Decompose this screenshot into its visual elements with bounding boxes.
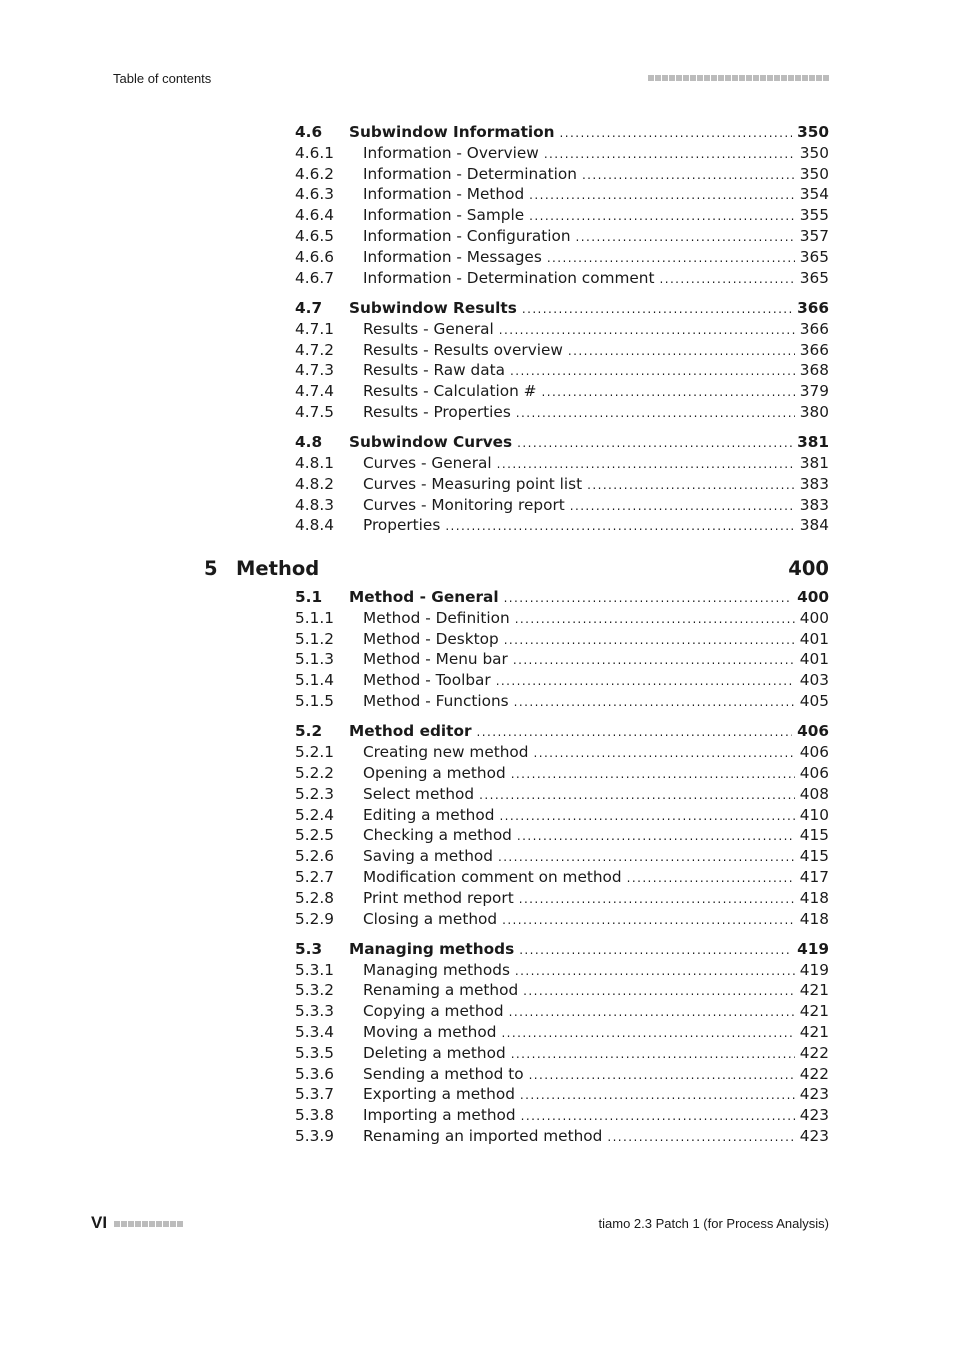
dash-square [774, 75, 780, 81]
toc-entry-number: 4.6.2 [295, 164, 334, 183]
dot-leader [504, 629, 795, 651]
toc-subsection-entry[interactable] [295, 268, 829, 289]
toc-entry-title: Results - General [363, 319, 494, 338]
toc-subsection-entry[interactable] [295, 980, 829, 1001]
header-decoration [648, 75, 829, 81]
dash-square [128, 1221, 134, 1227]
toc-entry-title: Method editor [349, 722, 472, 741]
toc-entry-page: 419 [799, 960, 829, 979]
dash-square [648, 75, 654, 81]
dot-leader [568, 340, 795, 362]
toc-entry-page: 421 [799, 1002, 829, 1021]
toc-entry-title: Importing a method [363, 1106, 516, 1125]
toc-entry-number: 5.2.5 [295, 826, 334, 845]
toc-entry-title: Information - Determination comment [363, 268, 655, 287]
dot-leader [519, 888, 795, 910]
toc-entry-number: 5.2.7 [295, 867, 334, 886]
dot-leader [445, 515, 794, 537]
dash-square [781, 75, 787, 81]
toc-entry-title: Method - Desktop [363, 629, 499, 648]
toc-entry-page: 383 [799, 495, 829, 514]
dot-leader [587, 474, 795, 496]
toc-entry-page: 400 [797, 588, 829, 606]
dash-square [135, 1221, 141, 1227]
toc-entry-number: 5.2.2 [295, 763, 334, 782]
toc-section-entry[interactable] [295, 721, 829, 742]
toc-entry-title: Opening a method [363, 763, 506, 782]
dot-leader [516, 402, 795, 424]
dash-square [177, 1221, 183, 1227]
dash-square [753, 75, 759, 81]
dot-leader [513, 649, 795, 671]
toc-entry-title: Checking a method [363, 826, 512, 845]
toc-entry-number: 4.7.1 [295, 319, 334, 338]
toc-entry-page: 423 [799, 1106, 829, 1125]
toc-entry-title: Information - Determination [363, 164, 577, 183]
dot-leader [523, 980, 795, 1002]
dot-leader [570, 495, 795, 517]
footer-decoration [114, 1221, 183, 1227]
toc-entry-page: 366 [799, 340, 829, 359]
toc-entry-number: 5.3.1 [295, 960, 334, 979]
dash-square [149, 1221, 155, 1227]
dash-square [823, 75, 829, 81]
toc-entry-page: 423 [799, 1085, 829, 1104]
toc-entry-title: Method - Toolbar [363, 671, 491, 690]
toc-entry-title: Editing a method [363, 805, 495, 824]
dash-square [816, 75, 822, 81]
toc-entry-number: 5.2.8 [295, 888, 334, 907]
toc-entry-page: 408 [799, 784, 829, 803]
dot-leader [542, 381, 795, 403]
dash-square [732, 75, 738, 81]
dash-square [697, 75, 703, 81]
toc-entry-number: 5.3.6 [295, 1064, 334, 1083]
dash-square [683, 75, 689, 81]
toc-entry-number: 4.7.3 [295, 361, 334, 380]
toc-subsection-entry[interactable] [295, 1064, 829, 1085]
dash-square [711, 75, 717, 81]
dash-square [809, 75, 815, 81]
dot-leader [659, 268, 794, 290]
toc-entry-number: 5.3.3 [295, 1002, 334, 1021]
dot-leader [520, 1084, 795, 1106]
toc-entry-page: 421 [799, 981, 829, 1000]
dot-leader [510, 360, 795, 382]
dot-leader [529, 205, 795, 227]
toc-entry-title: Sending a method to [363, 1064, 524, 1083]
dash-square [739, 75, 745, 81]
toc-subsection-entry[interactable] [295, 474, 829, 495]
dot-leader [534, 742, 795, 764]
dot-leader [509, 1001, 795, 1023]
dash-square [725, 75, 731, 81]
toc-entry-page: 350 [797, 123, 829, 141]
toc-entry-page: 415 [799, 826, 829, 845]
dash-square [121, 1221, 127, 1227]
toc-entry-number: 5.1.3 [295, 650, 334, 669]
toc-entry-number: 4.8 [295, 433, 323, 452]
toc-subsection-entry[interactable] [295, 909, 829, 930]
toc-subsection-entry[interactable] [295, 1084, 829, 1105]
toc-entry-number: 5.1.1 [295, 608, 334, 627]
chapter-heading[interactable] [204, 556, 829, 582]
toc-entry-page: 384 [799, 516, 829, 535]
dot-leader [504, 587, 792, 609]
dot-leader [501, 1022, 794, 1044]
toc-entry-title: Closing a method [363, 909, 498, 928]
dash-square [114, 1221, 120, 1227]
toc-subsection-entry[interactable] [295, 1001, 829, 1022]
dash-square [156, 1221, 162, 1227]
toc-entry-title: Saving a method [363, 847, 493, 866]
toc-entry-page: 350 [799, 143, 829, 162]
toc-entry-number: 5.3.4 [295, 1023, 334, 1041]
toc-entry-page: 400 [799, 608, 829, 627]
toc-subsection-entry[interactable] [295, 143, 829, 164]
dash-square [718, 75, 724, 81]
toc-subsection-entry[interactable] [295, 453, 829, 474]
toc-entry-number: 4.8.3 [295, 495, 334, 514]
toc-subsection-entry[interactable] [295, 360, 829, 381]
toc-section-entry[interactable] [295, 432, 829, 453]
toc-subsection-entry[interactable] [295, 670, 829, 691]
toc-entry-page: 379 [799, 382, 829, 401]
toc-subsection-entry[interactable] [295, 742, 829, 763]
toc-entry-number: 4.6.5 [295, 227, 334, 245]
toc-entry-title: Information - Configuration [363, 227, 571, 245]
toc-entry-page: 401 [799, 629, 829, 648]
toc-entry-number: 5.2.4 [295, 805, 334, 824]
toc-section-entry[interactable] [295, 298, 829, 319]
toc-entry-number: 5.3.8 [295, 1106, 334, 1125]
toc-subsection-entry[interactable] [295, 381, 829, 402]
toc-entry-number: 4.6 [295, 123, 323, 141]
toc-subsection-entry[interactable] [295, 1126, 829, 1147]
toc-subsection-entry[interactable] [295, 1043, 829, 1064]
dash-square [746, 75, 752, 81]
toc-entry-page: 418 [799, 909, 829, 928]
toc-entry-page: 405 [799, 692, 829, 710]
chapter-page: 400 [788, 557, 829, 580]
toc-entry-page: 418 [799, 888, 829, 907]
toc-entry-title: Curves - Monitoring report [363, 495, 565, 514]
toc-entry-page: 406 [799, 743, 829, 762]
toc-entry-title: Managing methods [349, 939, 515, 958]
toc-entry-page: 415 [799, 847, 829, 866]
dot-leader [529, 1064, 795, 1086]
dot-leader [497, 453, 795, 475]
running-header-title: Table of contents [113, 71, 212, 86]
toc-entry-page: 421 [799, 1023, 829, 1041]
dot-leader [560, 122, 793, 144]
toc-entry-page: 422 [799, 1043, 829, 1062]
toc-entry-title: Curves - General [363, 454, 492, 472]
dash-square [690, 75, 696, 81]
toc-subsection-entry[interactable] [295, 515, 829, 536]
toc-section-entry[interactable] [295, 587, 829, 608]
toc-entry-title: Results - Results overview [363, 340, 563, 359]
toc-subsection-entry[interactable] [295, 1022, 829, 1043]
dash-square [163, 1221, 169, 1227]
dot-leader [522, 298, 792, 320]
toc-entry-title: Method - Functions [363, 692, 509, 710]
dot-leader [515, 960, 795, 982]
toc-entry-page: 354 [799, 185, 829, 204]
toc-entry-title: Method - General [349, 588, 499, 606]
dash-square [760, 75, 766, 81]
toc-entry-number: 4.6.7 [295, 268, 334, 287]
dash-square [676, 75, 682, 81]
toc-entry-page: 368 [799, 361, 829, 380]
dot-leader [515, 608, 795, 630]
toc-entry-page: 406 [797, 722, 829, 741]
dot-leader [496, 670, 795, 692]
dash-square [788, 75, 794, 81]
toc-subsection-entry[interactable] [295, 888, 829, 909]
toc-entry-title: Information - Overview [363, 143, 539, 162]
toc-entry-title: Managing methods [363, 960, 510, 979]
toc-subsection-entry[interactable] [295, 784, 829, 805]
dot-leader [499, 319, 795, 341]
toc-entry-page: 423 [799, 1127, 829, 1145]
toc-entry-page: 380 [799, 402, 829, 421]
toc-entry-number: 5.3.5 [295, 1043, 334, 1062]
toc-entry-title: Curves - Measuring point list [363, 474, 583, 493]
dash-square [142, 1221, 148, 1227]
toc-entry-title: Moving a method [363, 1023, 497, 1041]
toc-subsection-entry[interactable] [295, 164, 829, 185]
toc-entry-number: 4.6.1 [295, 143, 334, 162]
dot-leader [517, 432, 792, 454]
dot-leader [607, 1126, 794, 1148]
toc-entry-title: Results - Raw data [363, 361, 505, 380]
toc-entry-number: 5.1.4 [295, 671, 334, 690]
dot-leader [502, 909, 795, 931]
toc-entry-page: 383 [799, 474, 829, 493]
toc-entry-number: 5.1 [295, 588, 323, 606]
dash-square [655, 75, 661, 81]
toc-subsection-entry[interactable] [295, 960, 829, 981]
toc-subsection-entry[interactable] [295, 1105, 829, 1126]
toc-entry-number: 4.7.2 [295, 340, 334, 359]
toc-entry-number: 5.3 [295, 939, 323, 958]
toc-entry-page: 403 [799, 671, 829, 690]
toc-section-entry[interactable] [295, 939, 829, 960]
toc-entry-number: 5.2.6 [295, 847, 334, 866]
toc-entry-number: 5.2.1 [295, 743, 334, 762]
toc-entry-title: Copying a method [363, 1002, 504, 1021]
toc-entry-page: 422 [799, 1064, 829, 1083]
toc-entry-number: 5.2.9 [295, 909, 334, 928]
dot-leader [499, 805, 794, 827]
toc-entry-number: 5.2 [295, 722, 323, 741]
toc-entry-number: 4.7 [295, 298, 323, 317]
toc-entry-number: 4.6.4 [295, 206, 334, 225]
dot-leader [529, 184, 795, 206]
toc-entry-title: Method - Menu bar [363, 650, 508, 669]
toc-entry-title: Properties [363, 516, 441, 535]
chapter-number: 5 [204, 557, 218, 580]
footer-product: tiamo 2.3 Patch 1 (for Process Analysis) [598, 1216, 829, 1231]
toc-entry-title: Deleting a method [363, 1043, 506, 1062]
toc-entry-page: 381 [797, 433, 829, 452]
toc-entry-title: Subwindow Information [349, 123, 555, 141]
dot-leader [511, 763, 795, 785]
toc-entry-page: 365 [799, 268, 829, 287]
toc-entry-number: 4.6.3 [295, 185, 334, 204]
toc-entry-number: 4.8.4 [295, 516, 334, 535]
toc-entry-number: 4.7.4 [295, 382, 334, 401]
toc-subsection-entry[interactable] [295, 319, 829, 340]
toc-entry-page: 401 [799, 650, 829, 669]
dot-leader [576, 226, 795, 248]
dot-leader [511, 1043, 795, 1065]
toc-entry-title: Results - Properties [363, 402, 511, 421]
dash-square [704, 75, 710, 81]
toc-entry-page: 410 [799, 805, 829, 824]
toc-section-entry[interactable] [295, 122, 829, 143]
dash-square [669, 75, 675, 81]
toc-subsection-entry[interactable] [295, 226, 829, 247]
dot-leader [519, 939, 792, 961]
dot-leader [547, 247, 795, 269]
toc-entry-number: 5.3.2 [295, 981, 334, 1000]
toc-entry-number: 4.8.1 [295, 454, 334, 472]
toc-entry-number: 5.3.7 [295, 1085, 334, 1104]
toc-entry-page: 350 [799, 164, 829, 183]
toc-entry-title: Information - Sample [363, 206, 525, 225]
toc-entry-title: Renaming a method [363, 981, 519, 1000]
toc-entry-title: Modification comment on method [363, 867, 622, 886]
toc-entry-title: Information - Method [363, 185, 525, 204]
toc-entry-title: Information - Messages [363, 247, 542, 266]
dot-leader [627, 867, 795, 889]
toc-subsection-entry[interactable] [295, 763, 829, 784]
toc-entry-page: 357 [799, 227, 829, 245]
toc-entry-page: 406 [799, 763, 829, 782]
toc-entry-number: 5.1.2 [295, 629, 334, 648]
dot-leader [521, 1105, 795, 1127]
toc-subsection-entry[interactable] [295, 867, 829, 888]
toc-subsection-entry[interactable] [295, 205, 829, 226]
toc-subsection-entry[interactable] [295, 846, 829, 867]
toc-entry-number: 5.2.3 [295, 784, 334, 803]
toc-entry-title: Results - Calculation # [363, 382, 537, 401]
toc-entry-page: 355 [799, 206, 829, 225]
dot-leader [477, 721, 793, 743]
dot-leader [544, 143, 795, 165]
toc-entry-number: 4.8.2 [295, 474, 334, 493]
toc-entry-number: 4.6.6 [295, 247, 334, 266]
toc-entry-title: Subwindow Results [349, 298, 517, 317]
dot-leader [514, 691, 795, 713]
dot-leader [582, 164, 795, 186]
toc-entry-title: Method - Definition [363, 608, 510, 627]
toc-entry-title: Exporting a method [363, 1085, 515, 1104]
toc-entry-title: Renaming an imported method [363, 1127, 603, 1145]
toc-entry-title: Select method [363, 784, 475, 803]
toc-subsection-entry[interactable] [295, 247, 829, 268]
toc-subsection-entry[interactable] [295, 402, 829, 423]
toc-entry-title: Subwindow Curves [349, 433, 513, 452]
toc-entry-page: 417 [799, 867, 829, 886]
toc-entry-number: 5.1.5 [295, 692, 334, 710]
toc-subsection-entry[interactable] [295, 184, 829, 205]
dash-square [662, 75, 668, 81]
dot-leader [498, 846, 795, 868]
toc-entry-page: 381 [799, 454, 829, 472]
toc-subsection-entry[interactable] [295, 805, 829, 826]
dot-leader [479, 784, 795, 806]
toc-entry-page: 365 [799, 247, 829, 266]
toc-subsection-entry[interactable] [295, 495, 829, 516]
chapter-title: Method [236, 557, 320, 580]
dash-square [802, 75, 808, 81]
toc-subsection-entry[interactable] [295, 340, 829, 361]
dot-leader [517, 825, 795, 847]
page-number: VI [91, 1213, 108, 1232]
toc-entry-page: 366 [797, 298, 829, 317]
toc-subsection-entry[interactable] [295, 691, 829, 712]
toc-subsection-entry[interactable] [295, 649, 829, 670]
toc-entry-page: 419 [797, 939, 829, 958]
dash-square [170, 1221, 176, 1227]
dash-square [767, 75, 773, 81]
toc-entry-number: 4.7.5 [295, 402, 334, 421]
toc-subsection-entry[interactable] [295, 629, 829, 650]
dash-square [795, 75, 801, 81]
toc-subsection-entry[interactable] [295, 608, 829, 629]
toc-entry-title: Creating new method [363, 743, 529, 762]
toc-entry-title: Print method report [363, 888, 514, 907]
toc-entry-number: 5.3.9 [295, 1127, 334, 1145]
toc-entry-page: 366 [799, 319, 829, 338]
toc-subsection-entry[interactable] [295, 825, 829, 846]
